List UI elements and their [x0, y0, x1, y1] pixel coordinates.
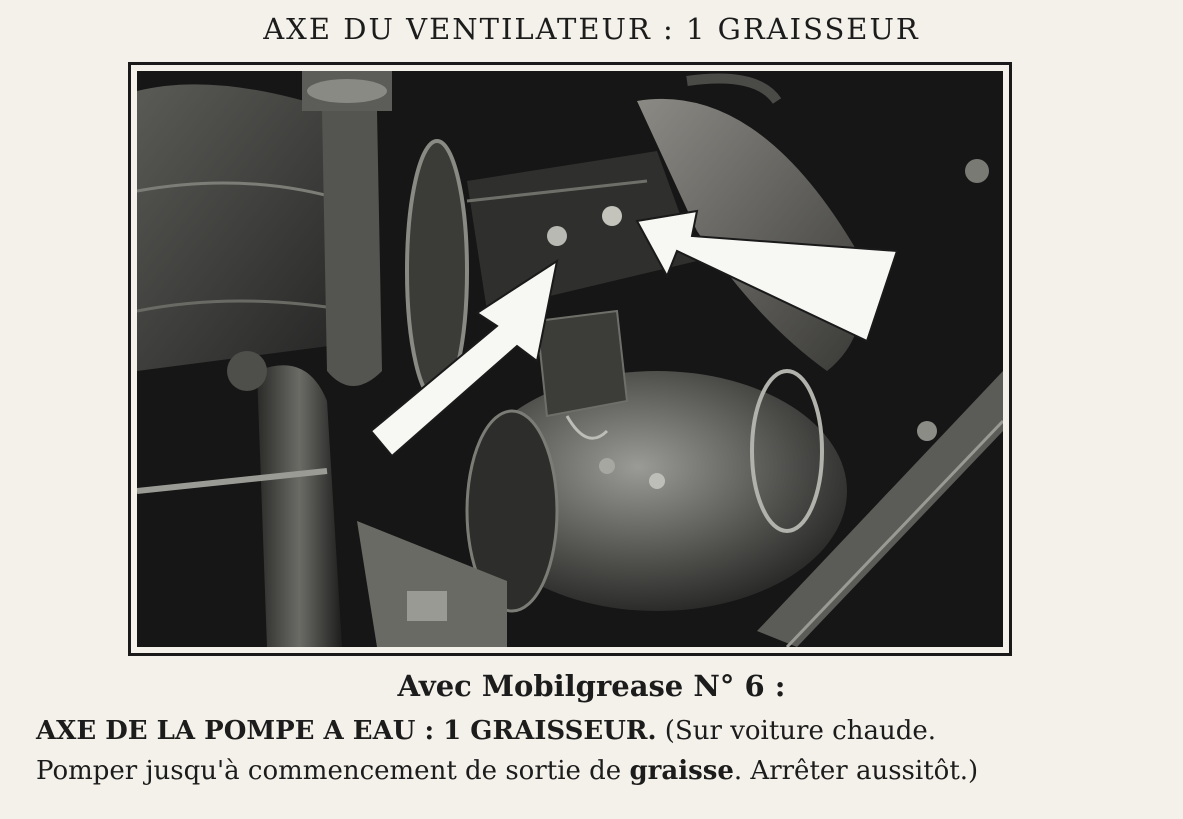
page-heading: AXE DU VENTILATEUR : 1 GRAISSEUR: [263, 12, 920, 46]
photo-frame: [128, 62, 1012, 656]
instruction-line-1-normal: (Sur voiture chaude.: [656, 716, 936, 746]
instruction-line-2-bold: graisse: [629, 756, 734, 786]
instruction-line-1: [36, 716, 936, 746]
instruction-line-1-bold: AXE DE LA POMPE A EAU : 1 GRAISSEUR.: [36, 716, 657, 746]
instruction-line-2-normal: Pomper jusqu'à commencement de sortie de: [36, 756, 630, 786]
engine-photo-illustration: [137, 71, 1003, 647]
engine-photo: [137, 71, 1003, 647]
instruction-line-2: [36, 756, 978, 786]
instruction-line-2-end: . Arrêter aussitôt.): [733, 756, 979, 786]
subtitle: Avec Mobilgrease N° 6 :: [397, 669, 786, 703]
